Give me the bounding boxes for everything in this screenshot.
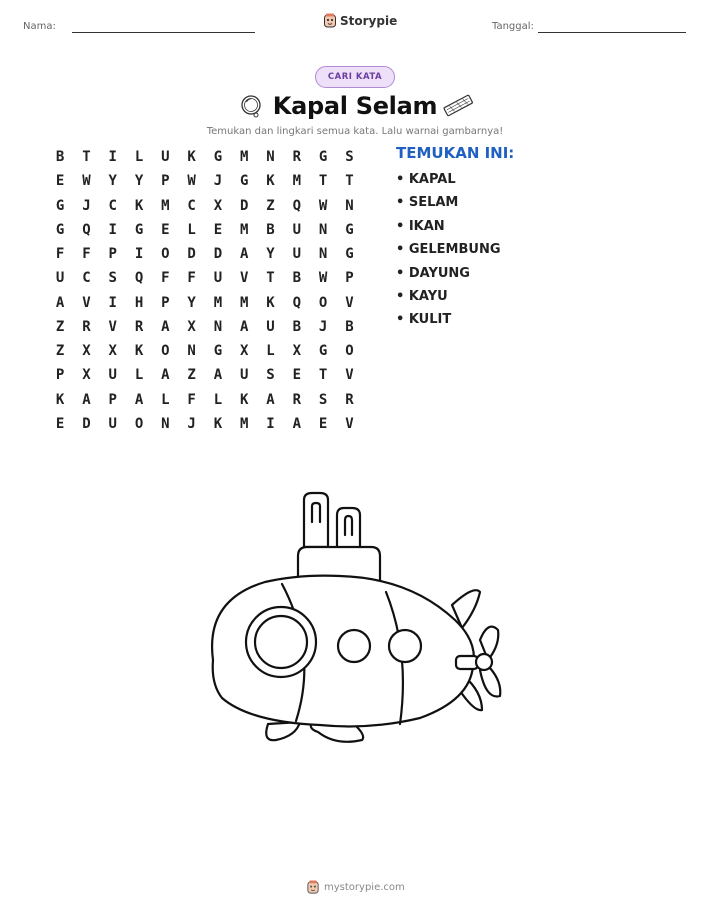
- grid-letter[interactable]: J: [213, 173, 223, 190]
- grid-letter[interactable]: U: [55, 270, 65, 287]
- grid-letter[interactable]: L: [213, 391, 223, 408]
- grid-letter[interactable]: M: [240, 415, 249, 432]
- wood-plank-icon: [442, 93, 474, 117]
- grid-letter[interactable]: O: [345, 343, 354, 359]
- storypie-logo-icon: [306, 880, 320, 895]
- grid-letter[interactable]: U: [266, 318, 275, 335]
- grid-letter[interactable]: M: [161, 197, 170, 214]
- grid-letter[interactable]: M: [240, 149, 249, 165]
- grid-letter[interactable]: I: [108, 294, 117, 311]
- grid-letter[interactable]: K: [213, 415, 223, 432]
- grid-letter[interactable]: M: [292, 173, 302, 190]
- grid-letter[interactable]: F: [55, 246, 65, 262]
- grid-letter[interactable]: P: [345, 270, 354, 287]
- grid-letter[interactable]: W: [187, 173, 196, 190]
- grid-letter[interactable]: K: [187, 149, 196, 165]
- grid-letter[interactable]: V: [345, 367, 354, 384]
- grid-letter[interactable]: N: [318, 246, 328, 262]
- grid-letter[interactable]: D: [187, 246, 196, 262]
- word-item: • DAYUNG: [396, 265, 470, 281]
- grid-letter[interactable]: Z: [55, 318, 65, 335]
- grid-letter[interactable]: Z: [187, 367, 196, 384]
- grid-letter[interactable]: R: [82, 318, 91, 335]
- grid-letter[interactable]: P: [108, 246, 117, 262]
- instructions: Temukan dan lingkari semua kata. Lalu warnai gambarnya!: [206, 126, 504, 137]
- grid-letter[interactable]: G: [213, 149, 223, 165]
- grid-letter[interactable]: O: [161, 246, 170, 262]
- grid-letter[interactable]: A: [266, 391, 275, 408]
- grid-letter[interactable]: R: [345, 391, 354, 408]
- grid-letter[interactable]: A: [213, 367, 223, 384]
- grid-letter[interactable]: V: [345, 294, 354, 311]
- grid-letter[interactable]: L: [187, 221, 196, 238]
- grid-letter[interactable]: F: [161, 270, 170, 287]
- grid-letter[interactable]: G: [318, 343, 328, 359]
- grid-letter[interactable]: X: [292, 343, 302, 359]
- word-item: • KAPAL: [396, 172, 456, 187]
- grid-letter[interactable]: W: [82, 173, 91, 190]
- word-item: • SELAM: [396, 195, 459, 211]
- grid-letter[interactable]: T: [318, 173, 328, 190]
- grid-letter[interactable]: X: [240, 343, 249, 359]
- grid-letter[interactable]: S: [266, 367, 275, 384]
- grid-letter[interactable]: G: [55, 221, 65, 238]
- grid-letter[interactable]: A: [161, 367, 170, 384]
- grid-letter[interactable]: Q: [134, 270, 144, 287]
- grid-letter[interactable]: L: [134, 149, 144, 165]
- grid-letter[interactable]: T: [345, 173, 354, 190]
- page-title: Kapal Selam: [272, 92, 438, 120]
- grid-letter[interactable]: U: [213, 270, 223, 287]
- grid-letter[interactable]: P: [161, 173, 170, 190]
- grid-letter[interactable]: D: [82, 415, 91, 432]
- grid-letter[interactable]: I: [108, 221, 117, 238]
- grid-letter[interactable]: N: [318, 221, 328, 238]
- grid-letter[interactable]: T: [318, 367, 328, 384]
- grid-letter[interactable]: S: [108, 270, 117, 287]
- grid-letter[interactable]: O: [161, 343, 170, 359]
- word-search-grid[interactable]: [47, 148, 363, 439]
- storypie-logo-icon: [323, 13, 337, 29]
- word-item: • KULIT: [396, 312, 452, 328]
- grid-letter[interactable]: U: [292, 246, 302, 262]
- grid-letter[interactable]: S: [345, 149, 354, 165]
- footer: [306, 880, 405, 895]
- grid-letter[interactable]: J: [318, 318, 328, 335]
- grid-letter[interactable]: S: [318, 391, 328, 408]
- grid-letter[interactable]: G: [345, 246, 354, 262]
- grid-letter[interactable]: F: [187, 270, 196, 287]
- date-line[interactable]: [538, 32, 686, 33]
- grid-letter[interactable]: A: [82, 391, 91, 408]
- grid-letter[interactable]: K: [134, 197, 144, 214]
- grid-letter[interactable]: Z: [55, 343, 65, 359]
- activity-badge: CARI KATA: [315, 66, 395, 88]
- word-item: • KAYU: [396, 288, 448, 304]
- grid-letter[interactable]: X: [108, 343, 117, 359]
- grid-letter[interactable]: K: [240, 391, 249, 408]
- grid-letter[interactable]: V: [345, 415, 354, 432]
- grid-letter[interactable]: W: [318, 270, 328, 287]
- grid-letter[interactable]: N: [161, 415, 170, 432]
- grid-letter[interactable]: B: [292, 318, 302, 335]
- grid-letter[interactable]: E: [55, 173, 65, 190]
- word-item: • IKAN: [396, 218, 445, 234]
- grid-letter[interactable]: K: [134, 343, 144, 359]
- submarine-illustration: [200, 488, 510, 750]
- grid-letter[interactable]: N: [266, 149, 275, 165]
- grid-letter[interactable]: P: [55, 367, 65, 384]
- grid-letter[interactable]: A: [134, 391, 144, 408]
- date-label: Tanggal:: [492, 21, 534, 32]
- grid-letter[interactable]: R: [292, 149, 302, 165]
- grid-letter[interactable]: Z: [266, 197, 275, 214]
- grid-letter[interactable]: B: [292, 270, 302, 287]
- grid-letter[interactable]: T: [82, 149, 91, 165]
- grid-letter[interactable]: J: [82, 197, 91, 214]
- grid-letter[interactable]: D: [240, 197, 249, 214]
- grid-letter[interactable]: X: [82, 367, 91, 384]
- grid-letter[interactable]: V: [240, 270, 249, 287]
- grid-letter[interactable]: M: [213, 294, 223, 311]
- grid-letter[interactable]: U: [108, 415, 117, 432]
- grid-letter[interactable]: F: [82, 246, 91, 262]
- grid-letter[interactable]: N: [187, 343, 196, 359]
- grid-letter[interactable]: A: [161, 318, 170, 335]
- grid-letter[interactable]: J: [187, 415, 196, 432]
- grid-letter[interactable]: X: [213, 197, 223, 214]
- grid-letter[interactable]: I: [108, 149, 117, 165]
- grid-letter[interactable]: A: [240, 318, 249, 335]
- name-line[interactable]: [72, 32, 255, 33]
- grid-letter[interactable]: Y: [134, 173, 144, 190]
- grid-letter[interactable]: Q: [292, 197, 302, 214]
- footer-url: mystorypie.com: [324, 882, 405, 893]
- grid-letter[interactable]: A: [240, 246, 249, 262]
- grid-letter[interactable]: G: [345, 221, 354, 238]
- grid-letter[interactable]: W: [318, 197, 328, 214]
- grid-letter[interactable]: C: [82, 270, 91, 287]
- grid-letter[interactable]: X: [187, 318, 196, 335]
- grid-letter[interactable]: A: [55, 294, 65, 311]
- grid-letter[interactable]: X: [82, 343, 91, 359]
- grid-letter[interactable]: Y: [108, 173, 117, 190]
- word-list: [396, 171, 501, 335]
- grid-letter[interactable]: M: [240, 294, 249, 311]
- grid-letter[interactable]: U: [161, 149, 170, 165]
- grid-letter[interactable]: V: [108, 318, 117, 335]
- grid-letter[interactable]: P: [161, 294, 170, 311]
- grid-letter[interactable]: A: [292, 415, 302, 432]
- grid-letter[interactable]: R: [292, 391, 302, 408]
- grid-letter[interactable]: E: [318, 415, 328, 432]
- grid-letter[interactable]: G: [318, 149, 328, 165]
- word-item: • GELEMBUNG: [396, 242, 501, 258]
- grid-letter[interactable]: G: [55, 197, 65, 214]
- grid-letter[interactable]: L: [134, 367, 144, 384]
- grid-letter[interactable]: Q: [82, 221, 91, 238]
- grid-letter[interactable]: L: [266, 343, 275, 359]
- grid-letter[interactable]: U: [108, 367, 117, 384]
- grid-letter[interactable]: R: [134, 318, 144, 335]
- grid-letter[interactable]: N: [345, 197, 354, 214]
- grid-letter[interactable]: B: [345, 318, 354, 335]
- grid-letter[interactable]: U: [240, 367, 249, 384]
- grid-letter[interactable]: F: [187, 391, 196, 408]
- grid-letter[interactable]: B: [55, 149, 65, 165]
- grid-letter[interactable]: E: [161, 221, 170, 238]
- grid-letter[interactable]: C: [187, 197, 196, 214]
- grid-letter[interactable]: N: [213, 318, 223, 335]
- grid-letter[interactable]: K: [266, 173, 275, 190]
- grid-letter[interactable]: O: [134, 415, 144, 432]
- grid-letter[interactable]: K: [55, 391, 65, 408]
- grid-letter[interactable]: B: [266, 221, 275, 238]
- grid-letter[interactable]: I: [134, 246, 144, 262]
- grid-letter[interactable]: T: [266, 270, 275, 287]
- grid-letter[interactable]: K: [266, 294, 275, 311]
- grid-letter[interactable]: H: [134, 294, 144, 311]
- grid-letter[interactable]: U: [292, 221, 302, 238]
- grid-letter[interactable]: M: [240, 221, 249, 238]
- grid-letter[interactable]: I: [266, 415, 275, 432]
- grid-letter[interactable]: G: [134, 221, 144, 238]
- grid-letter[interactable]: G: [213, 343, 223, 359]
- grid-letter[interactable]: P: [108, 391, 117, 408]
- grid-letter[interactable]: V: [82, 294, 91, 311]
- brand-logo: [323, 13, 397, 29]
- grid-letter[interactable]: Q: [292, 294, 302, 311]
- brand-name: Storypie: [340, 14, 398, 28]
- grid-letter[interactable]: D: [213, 246, 223, 262]
- grid-letter[interactable]: Y: [266, 246, 275, 262]
- word-list-title: TEMUKAN INI:: [396, 144, 515, 162]
- grid-letter[interactable]: E: [292, 367, 302, 384]
- grid-letter[interactable]: C: [108, 197, 117, 214]
- grid-letter[interactable]: G: [240, 173, 249, 190]
- grid-letter[interactable]: O: [318, 294, 328, 311]
- grid-letter[interactable]: L: [161, 391, 170, 408]
- name-label: Nama:: [23, 21, 56, 32]
- grid-letter[interactable]: Y: [187, 294, 196, 311]
- grid-letter[interactable]: E: [55, 415, 65, 432]
- grid-letter[interactable]: E: [213, 221, 223, 238]
